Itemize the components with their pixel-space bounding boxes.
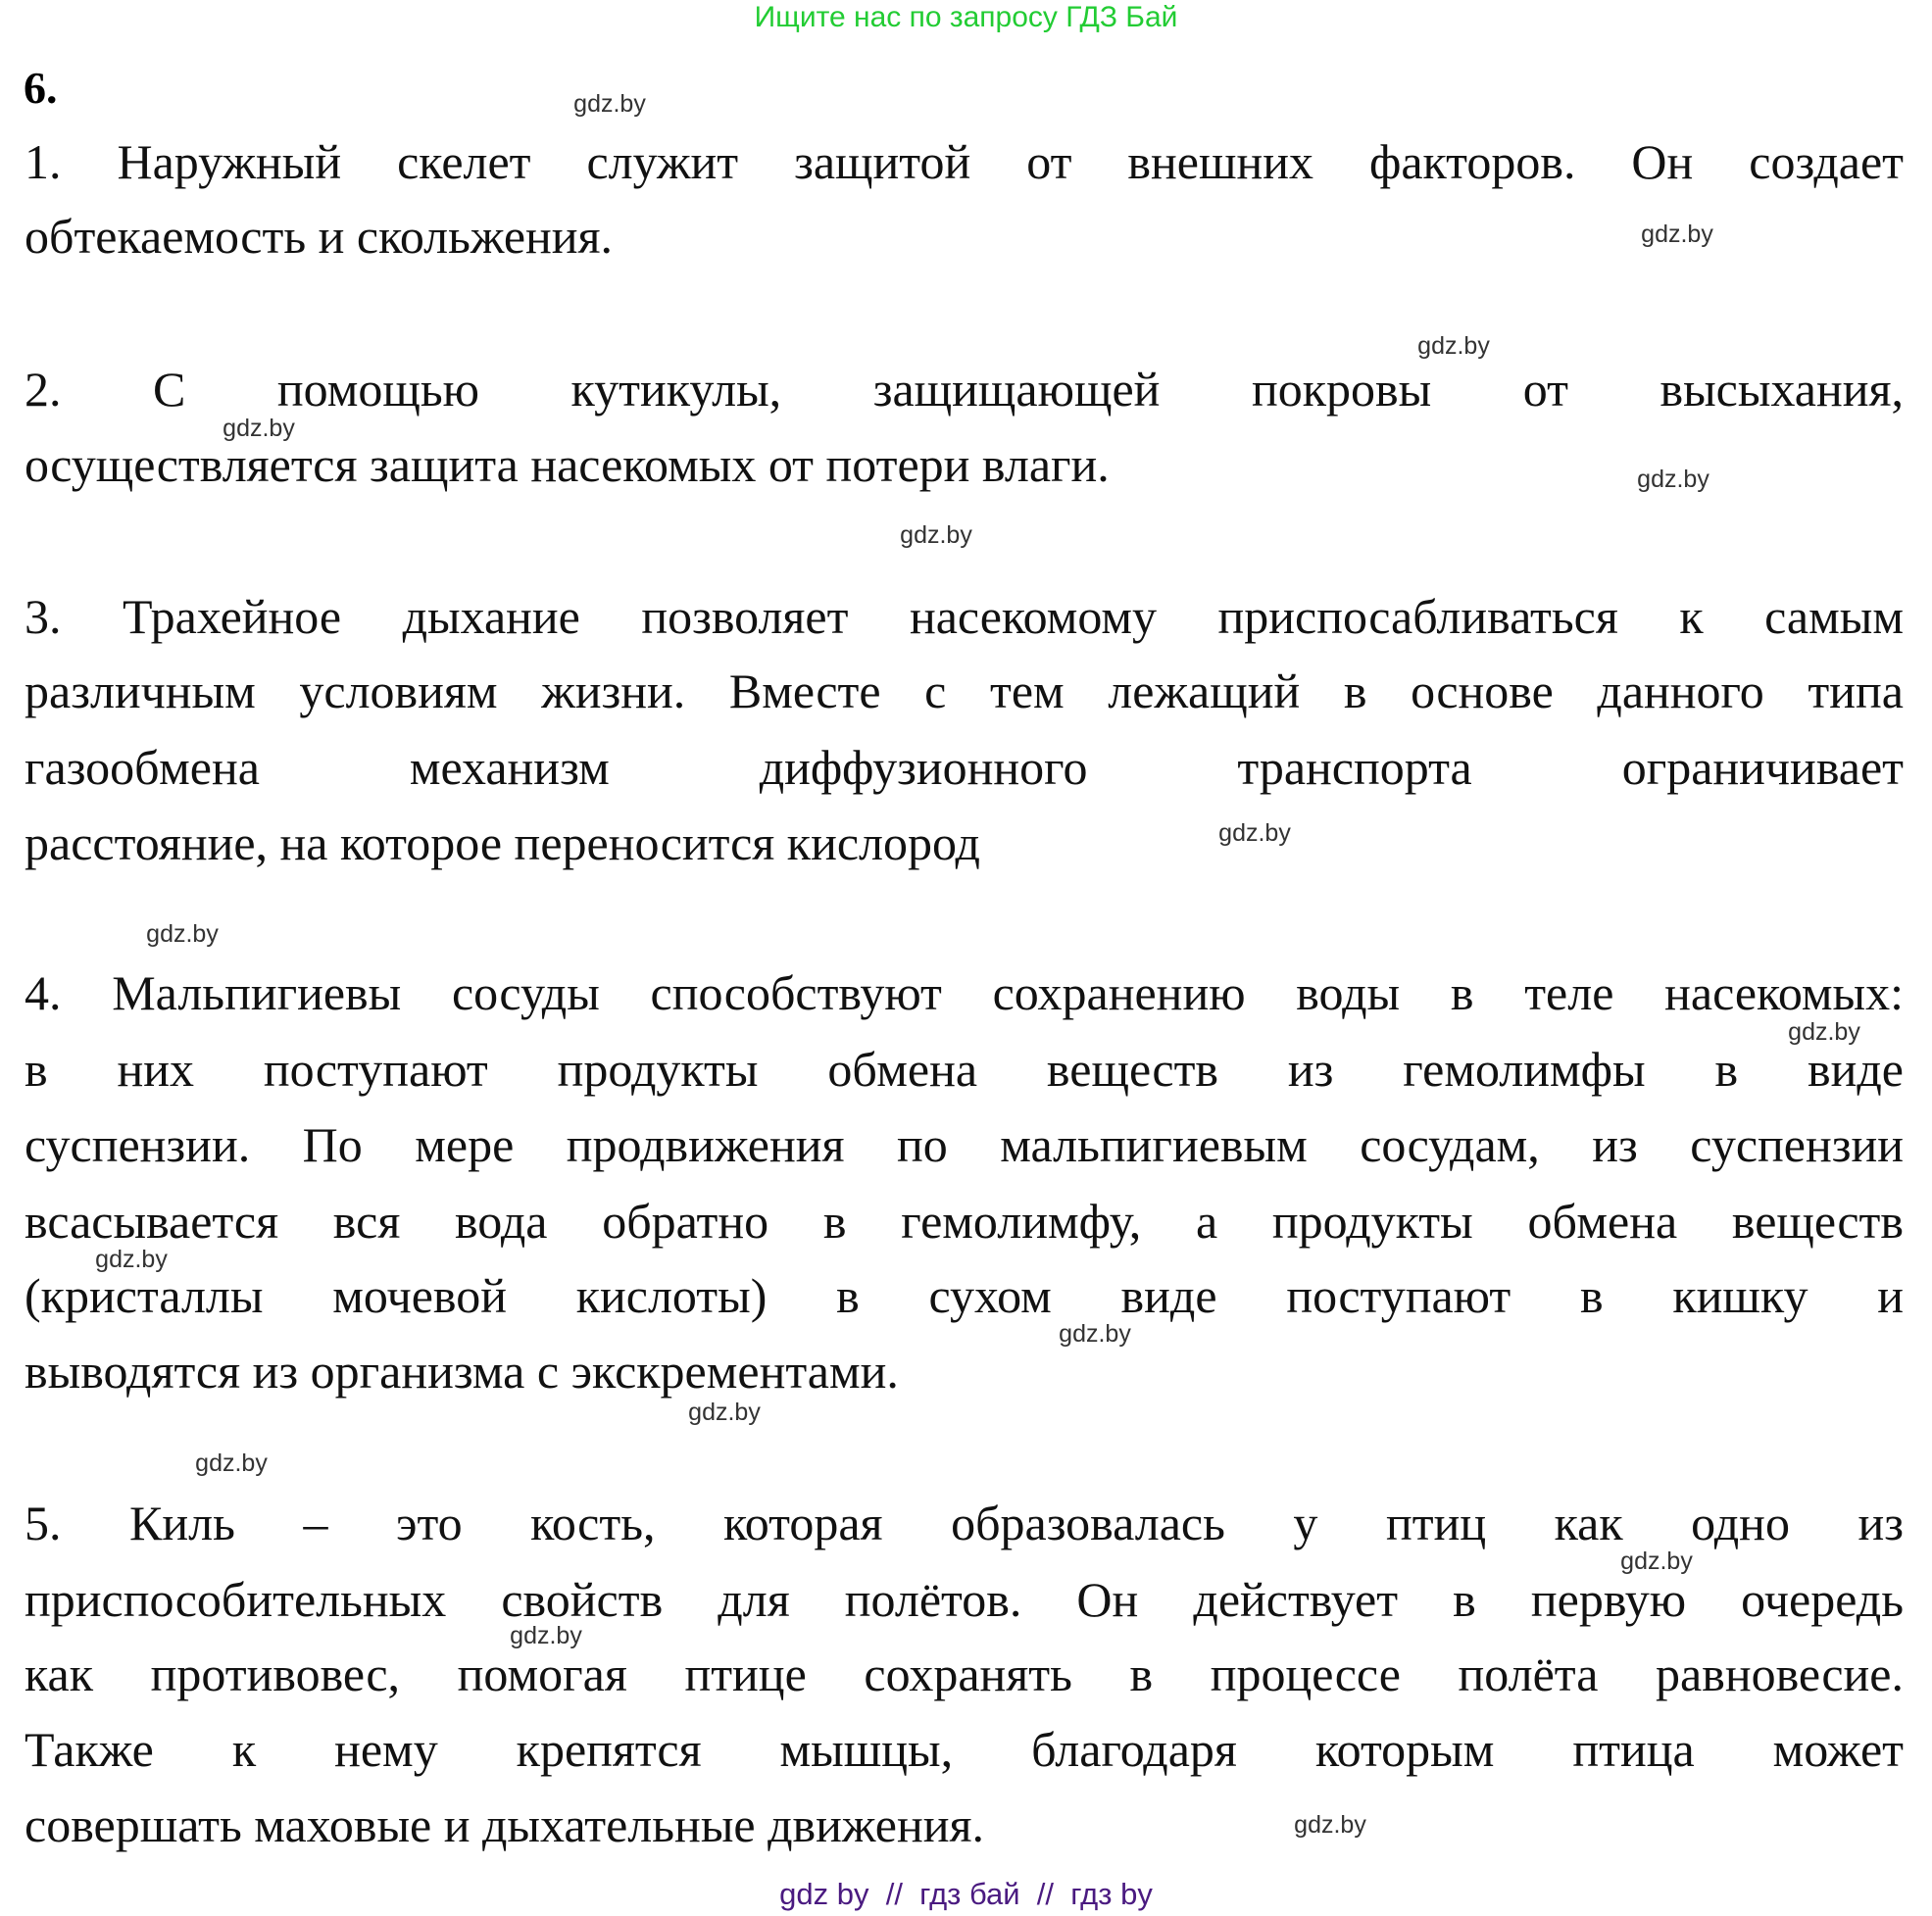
header-ad-banner[interactable]: Ищите нас по запросу ГДЗ Бай xyxy=(754,1,1178,33)
paragraph-line: 2. С помощью кутикулы, защищающей покровы от высыхания, xyxy=(25,362,1904,417)
paragraph-line: 4. Мальпигиевы сосуды способствуют сохранению воды в теле насекомых: xyxy=(25,965,1904,1020)
paragraph-line: 1. Наружный скелет служит защитой от внешних факторов. Он создает xyxy=(25,134,1904,189)
watermark: gdz.by xyxy=(1059,1320,1131,1348)
watermark: gdz.by xyxy=(688,1399,761,1426)
watermark: gdz.by xyxy=(195,1449,268,1477)
watermark: gdz.by xyxy=(1641,221,1713,248)
watermark: gdz.by xyxy=(510,1622,582,1649)
watermark: gdz.by xyxy=(1620,1548,1693,1575)
paragraph-line: осуществляется защита насекомых от потери влаги. xyxy=(25,437,1110,492)
paragraph-line: 3. Трахейное дыхание позволяет насекомому приспосабливаться к самым xyxy=(25,589,1904,644)
watermark: gdz.by xyxy=(1637,466,1709,493)
paragraph-line: газообмена механизм диффузионного транспорта ограничивает xyxy=(25,740,1904,795)
task-number: 6. xyxy=(24,63,58,113)
paragraph-line: Также к нему крепятся мышцы, благодаря которым птица может xyxy=(25,1722,1904,1777)
paragraph-line: различным условиям жизни. Вместе с тем лежащий в основе данного типа xyxy=(25,663,1904,718)
watermark: gdz.by xyxy=(1294,1811,1366,1839)
paragraph-line: выводятся из организма с экскрементами. xyxy=(25,1344,899,1399)
watermark: gdz.by xyxy=(1417,332,1490,360)
paragraph-line: в них поступают продукты обмена веществ из гемолимфы в виде xyxy=(25,1042,1904,1097)
watermark: gdz.by xyxy=(1788,1018,1860,1046)
paragraph-line: (кристаллы мочевой кислоты) в сухом виде поступают в кишку и xyxy=(25,1268,1904,1323)
paragraph-line: суспензии. По мере продвижения по мальпигиевым сосудам, из суспензии xyxy=(25,1117,1904,1172)
watermark: gdz.by xyxy=(223,415,295,442)
watermark: gdz.by xyxy=(1218,819,1291,847)
paragraph-line: обтекаемость и скольжения. xyxy=(25,209,614,264)
paragraph-line: приспособительных свойств для полётов. Он действует в первую очередь xyxy=(25,1572,1904,1627)
footer-links[interactable]: gdz by // гдз бай // гдз by xyxy=(779,1877,1153,1911)
paragraph-line: всасывается вся вода обратно в гемолимфу, а продукты обмена веществ xyxy=(25,1194,1904,1249)
paragraph-line: совершать маховые и дыхательные движения. xyxy=(25,1797,985,1852)
watermark: gdz.by xyxy=(95,1246,168,1273)
paragraph-line: как противовес, помогая птице сохранять в процессе полёта равновесие. xyxy=(25,1646,1904,1701)
watermark: gdz.by xyxy=(900,521,972,549)
paragraph-line: 5. Киль – это кость, которая образовалась у птиц как одно из xyxy=(25,1496,1904,1550)
watermark: gdz.by xyxy=(146,920,219,948)
paragraph-line: расстояние, на которое переносится кислород xyxy=(25,815,980,870)
watermark: gdz.by xyxy=(573,90,646,118)
